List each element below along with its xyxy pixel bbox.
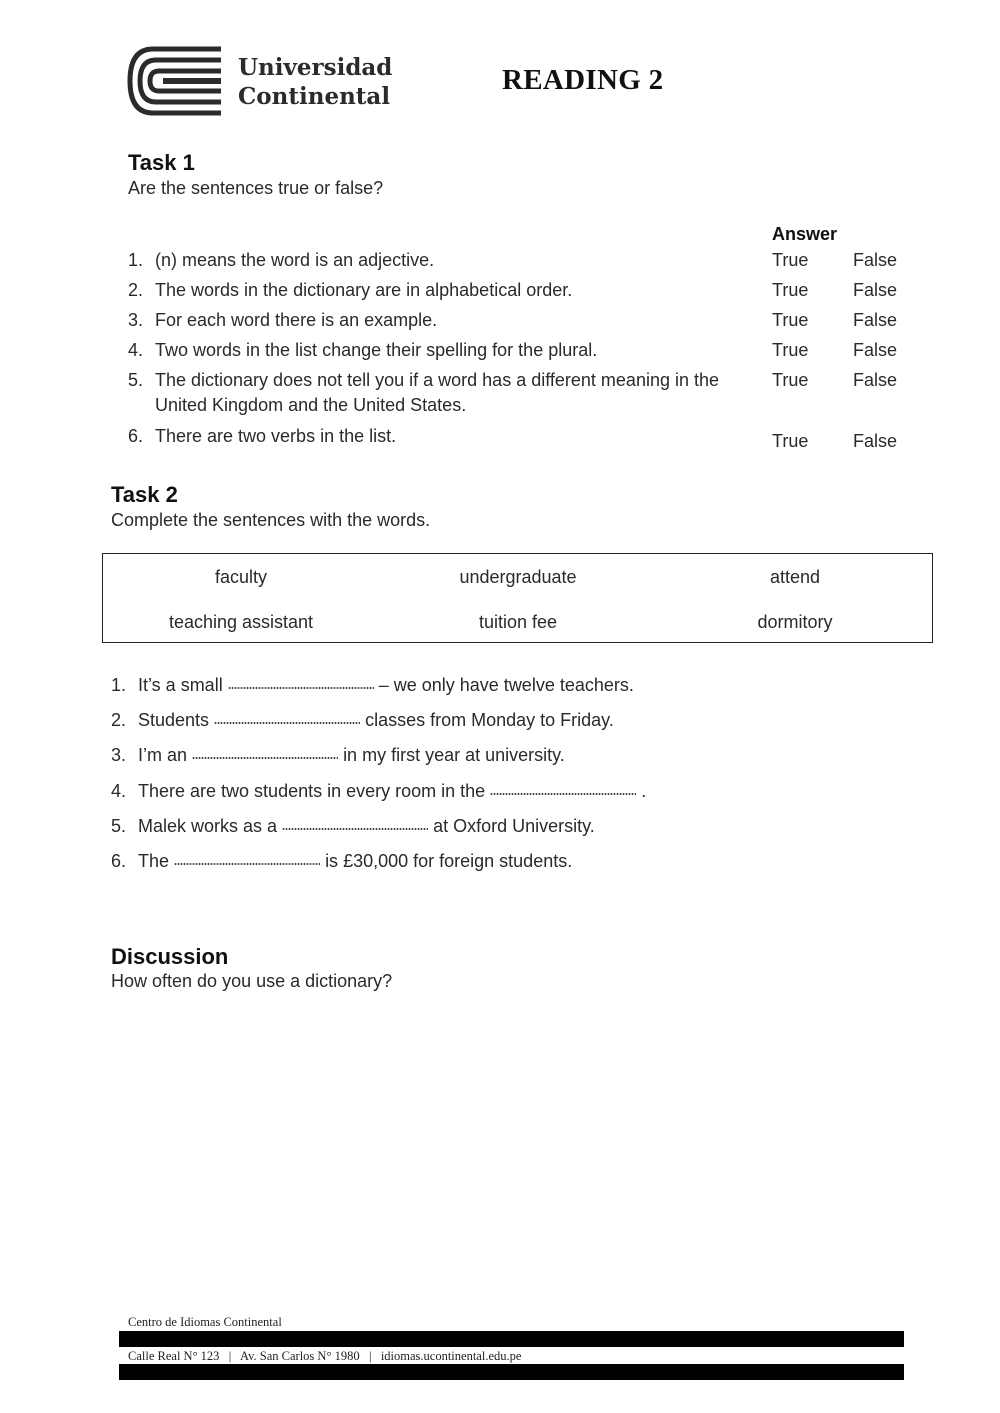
sentence-number: 2. — [111, 710, 127, 730]
sentence-number: 1. — [111, 675, 127, 695]
item-number: 6. — [128, 426, 144, 446]
answer-blank[interactable] — [192, 756, 338, 760]
item-number: 2. — [128, 280, 144, 300]
item-number: 3. — [128, 310, 144, 330]
sentence-end: is £30,000 for foreign students. — [325, 851, 573, 871]
sentence-end: . — [641, 781, 647, 801]
task2-sentence — [111, 673, 634, 697]
word-bank-item: faculty — [214, 567, 268, 587]
item-number: 4. — [128, 340, 144, 360]
sentence-start: The — [138, 851, 170, 871]
word-bank — [102, 553, 933, 643]
answer-blank[interactable] — [228, 686, 374, 690]
footer-address: Calle Real N° 123 | Av. San Carlos N° 1980 | idiomas.ucontinental.edu.pe — [128, 1349, 522, 1363]
true-option[interactable]: True — [772, 340, 809, 360]
footer-bottom-bar — [119, 1364, 904, 1380]
true-option[interactable]: True — [772, 370, 809, 390]
task2-instruction: Complete the sentences with the words. — [111, 510, 431, 530]
false-option[interactable]: False — [853, 310, 898, 330]
sentence-start: It’s a small — [138, 675, 223, 695]
sentence-end: at Oxford University. — [433, 816, 595, 836]
sentence-end: in my first year at university. — [343, 745, 565, 765]
task1-instruction: Are the sentences true or false? — [128, 178, 384, 198]
task2-sentence — [111, 708, 614, 732]
task2-sentence — [111, 849, 572, 873]
discussion-question: How often do you use a dictionary? — [111, 971, 393, 991]
item-number: 1. — [128, 250, 144, 270]
answer-column-header: Answer — [772, 224, 838, 244]
item-statement: The dictionary does not tell you if a word has a different meaning in the United Kingdom and the United States. — [155, 370, 720, 415]
answer-blank[interactable] — [490, 792, 636, 796]
sentence-number: 3. — [111, 745, 127, 765]
page-title: READING 2 — [502, 64, 664, 96]
item-number: 5. — [128, 370, 144, 390]
false-option[interactable]: False — [853, 250, 898, 270]
footer-divider — [119, 1331, 904, 1347]
sentence-start: There are two students in every room in the — [138, 781, 486, 801]
university-logo-icon — [127, 46, 223, 116]
sentence-start: I’m an — [138, 745, 188, 765]
sentence-end: classes from Monday to Friday. — [365, 710, 614, 730]
word-bank-item: dormitory — [757, 612, 833, 632]
false-option[interactable]: False — [853, 280, 898, 300]
false-option[interactable]: False — [853, 431, 898, 451]
sentence-number: 4. — [111, 781, 127, 801]
false-option[interactable]: False — [853, 370, 898, 390]
word-bank-item: tuition fee — [478, 612, 558, 632]
true-option[interactable]: True — [772, 280, 809, 300]
sentence-start: Students — [138, 710, 210, 730]
answer-blank[interactable] — [282, 827, 428, 831]
logo-text-universidad: Universidad — [238, 54, 393, 81]
task2-heading: Task 2 — [111, 482, 178, 507]
item-statement: The words in the dictionary are in alphabetical order. — [155, 280, 573, 300]
true-option[interactable]: True — [772, 250, 809, 270]
false-option[interactable]: False — [853, 340, 898, 360]
true-option[interactable]: True — [772, 310, 809, 330]
answer-blank[interactable] — [214, 721, 360, 725]
word-bank-item: teaching assistant — [168, 612, 314, 632]
discussion-heading: Discussion — [111, 944, 229, 969]
sentence-end: – we only have twelve teachers. — [378, 675, 634, 695]
item-statement: There are two verbs in the list. — [155, 426, 397, 446]
true-option[interactable]: True — [772, 431, 809, 451]
task1-heading: Task 1 — [128, 150, 195, 175]
footer-organization: Centro de Idiomas Continental — [128, 1315, 282, 1329]
task2-sentence — [111, 779, 646, 803]
word-bank-item: attend — [769, 567, 821, 587]
item-statement: For each word there is an example. — [155, 310, 438, 330]
item-statement: Two words in the list change their spelling for the plural. — [155, 340, 598, 360]
sentence-start: Malek works as a — [138, 816, 278, 836]
logo-text-continental: Continental — [238, 83, 391, 110]
answer-blank[interactable] — [174, 862, 320, 866]
task2-sentence — [111, 814, 595, 838]
sentence-number: 5. — [111, 816, 127, 836]
task2-sentence — [111, 743, 565, 767]
word-bank-item: undergraduate — [459, 567, 577, 587]
item-statement: (n) means the word is an adjective. — [155, 250, 435, 270]
sentence-number: 6. — [111, 851, 127, 871]
